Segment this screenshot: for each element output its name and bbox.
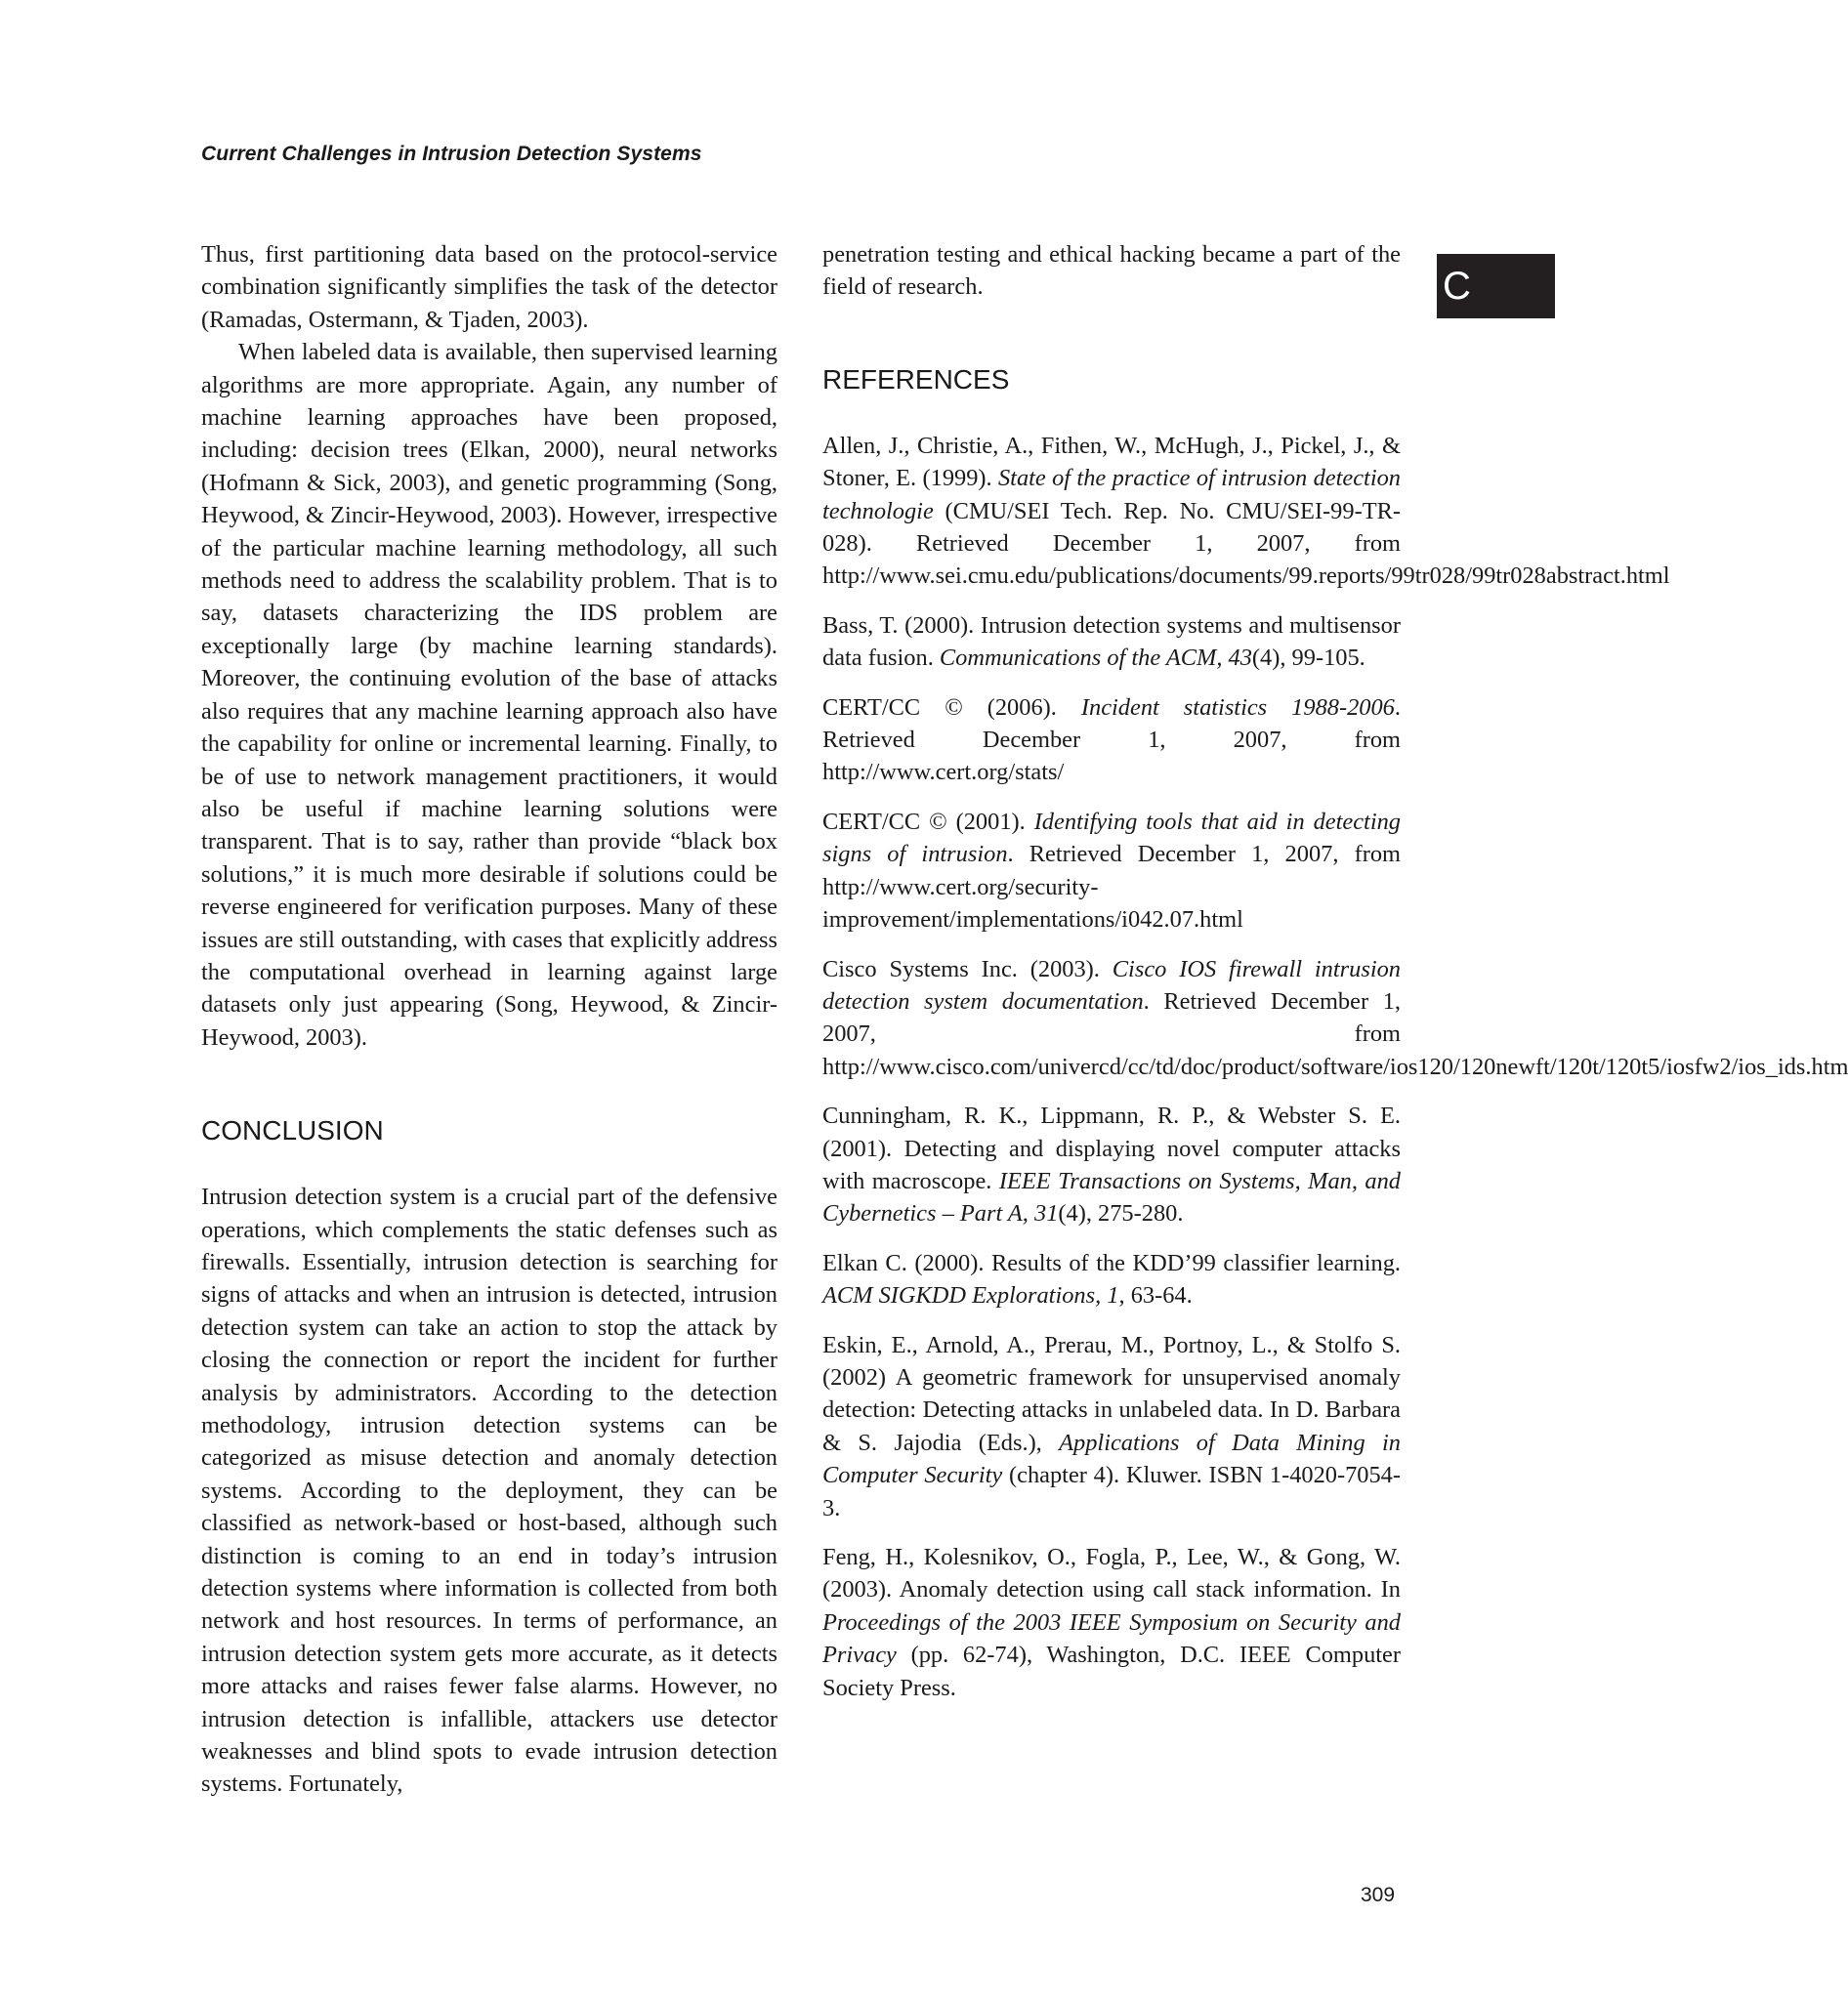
reference-title: Proceedings of the 2003 IEEE Symposium on Security and Privacy xyxy=(822,1608,1401,1669)
conclusion-paragraph: Intrusion detection system is a crucial part of the defensive operations, which complements the static defenses such as firewalls. Essentially, intrusion detection is searching for signs of attacks and when an intrusion is detected, intrusion detection system can take an action to stop the attack by closing the connection or report the incident for further analysis by administrators. According to the detection methodology, intrusion detection systems can be categorized as misuse detection and anomaly detection systems. According to the deployment, they can be classified as network-based or host-based, although such distinction is coming to an end in today’s intrusion detection systems where information is collected from both network and host resources. In terms of performance, an intrusion detection system gets more accurate, as it detects more attacks and raises fewer false alarms. However, no intrusion detection is infallible, attackers use detector weaknesses and blind spots to evade intrusion detection systems. Fortunately, xyxy=(201,1184,777,1798)
reference-entry: CERT/CC © (2006). Incident statistics 1988-2006. Retrieved December 1, 2007, from http://www.cert.org/stats/ xyxy=(822,693,1401,786)
reference-title: IEEE Transactions on Systems, Man, and Cybernetics – Part A, 31 xyxy=(822,1167,1401,1228)
body-paragraph: When labeled data is available, then supervised learning algorithms are more appropriate. Again, any number of machine learning approaches have been proposed, including: decision trees (Elkan, 2000), neural networks (Hofmann & Sick, 2003), and genetic programming (Song, Heywood, & Zincir-Heywood, 2003). However, irrespective of the particular machine learning methodology, all such methods need to address the scalability problem. That is to say, datasets characterizing the IDS problem are exceptionally large (by machine learning standards). Moreover, the continuing evolution of the base of attacks also requires that any machine learning approach also have the capability for online or incremental learning. Finally, to be of use to network management practitioners, it would also be useful if machine learning solutions were transparent. That is to say, rather than provide “black box solutions,” it is much more desirable if solutions could be reverse engineered for verification purposes. Many of these issues are still outstanding, with cases that explicitly address the computational overhead in learning against large datasets only just appearing (Song, Heywood, & Zincir-Heywood, 2003). xyxy=(201,339,778,1051)
reference-title: Communications of the ACM, 43 xyxy=(939,645,1252,672)
reference-list xyxy=(822,430,1848,1704)
reference-entry: CERT/CC © (2001). Identifying tools that aid in detecting signs of intrusion. Retrieved December 1, 2007, from http://www.cert.org/security-improvement/implementations/i042.07.html xyxy=(822,808,1401,934)
reference-entry: Bass, T. (2000). Intrusion detection systems and multisensor data fusion. Communications of the ACM, 43(4), 99-105. xyxy=(822,611,1401,672)
reference-entry: Feng, H., Kolesnikov, O., Fogla, P., Lee, W., & Gong, W. (2003). Anomaly detection using call stack information. In Proceedings of the 2003 IEEE Symposium on Security and Privacy (pp. 62-74), Washington, D.C. IEEE Computer Society Press. xyxy=(822,1544,1401,1701)
reference-entry: Cisco Systems Inc. (2003). Cisco IOS firewall intrusion detection system documentation. Retrieved December 1, 2007, from http://www.cisco.com/univercd/cc/td/doc/product/software/ios120/120newft/120t/120t5/iosfw2/ios_ids.htm xyxy=(822,955,1848,1080)
body-paragraph: Thus, first partitioning data based on the protocol-service combination significantly simplifies the task of the detector (Ramadas, Ostermann, & Tjaden, 2003). xyxy=(201,241,777,333)
reference-title: Cisco IOS firewall intrusion detection system documentation xyxy=(822,955,1401,1015)
reference-title: State of the practice of intrusion detection technologie xyxy=(822,465,1402,524)
reference-entry: Elkan C. (2000). Results of the KDD’99 classifier learning. ACM SIGKDD Explorations, 1, 63-64. xyxy=(822,1249,1401,1310)
right-column xyxy=(822,238,1848,1721)
page-number: 309 xyxy=(1361,1884,1396,1906)
reference-entry: Cunningham, R. K., Lippmann, R. P., & Webster S. E. (2001). Detecting and displaying novel computer attacks with macroscope. IEEE Transactions on Systems, Man, and Cybernetics – Part A, 31(4), 275-280. xyxy=(822,1103,1401,1228)
running-head: Current Challenges in Intrusion Detection Systems xyxy=(201,143,702,165)
reference-entry: Allen, J., Christie, A., Fithen, W., McHugh, J., Pickel, J., & Stoner, E. (1999). State of the practice of intrusion detection technologie (CMU/SEI Tech. Rep. No. CMU/SEI-99-TR-028). Retrieved December 1, 2007, from http://www.sei.cmu.edu/publications/documents/99.reports/99tr028/99tr028abstract.html xyxy=(822,432,1670,590)
section-tab-marker: C xyxy=(1437,254,1555,318)
conclusion-heading: CONCLUSION xyxy=(201,1115,384,1146)
body-paragraph: penetration testing and ethical hacking became a part of the field of research. xyxy=(822,241,1401,301)
reference-title: Applications of Data Mining in Computer Security xyxy=(822,1429,1402,1489)
references-heading: REFERENCES xyxy=(822,363,1010,395)
reference-title: Identifying tools that aid in detecting signs of intrusion xyxy=(822,808,1401,868)
reference-title: ACM SIGKDD Explorations, 1, xyxy=(822,1282,1125,1310)
reference-title: Incident statistics 1988-2006 xyxy=(1080,693,1395,721)
left-column xyxy=(201,238,777,1801)
reference-entry: Eskin, E., Arnold, A., Prerau, M., Portnoy, L., & Stolfo S. (2002) A geometric framework for unsupervised anomaly detection: Detecting attacks in unlabeled data. In D. Barbara & S. Jajodia (Eds.), Applications of Data Mining in Computer Security (chapter 4). Kluwer. ISBN 1-4020-7054-3. xyxy=(822,1331,1402,1521)
